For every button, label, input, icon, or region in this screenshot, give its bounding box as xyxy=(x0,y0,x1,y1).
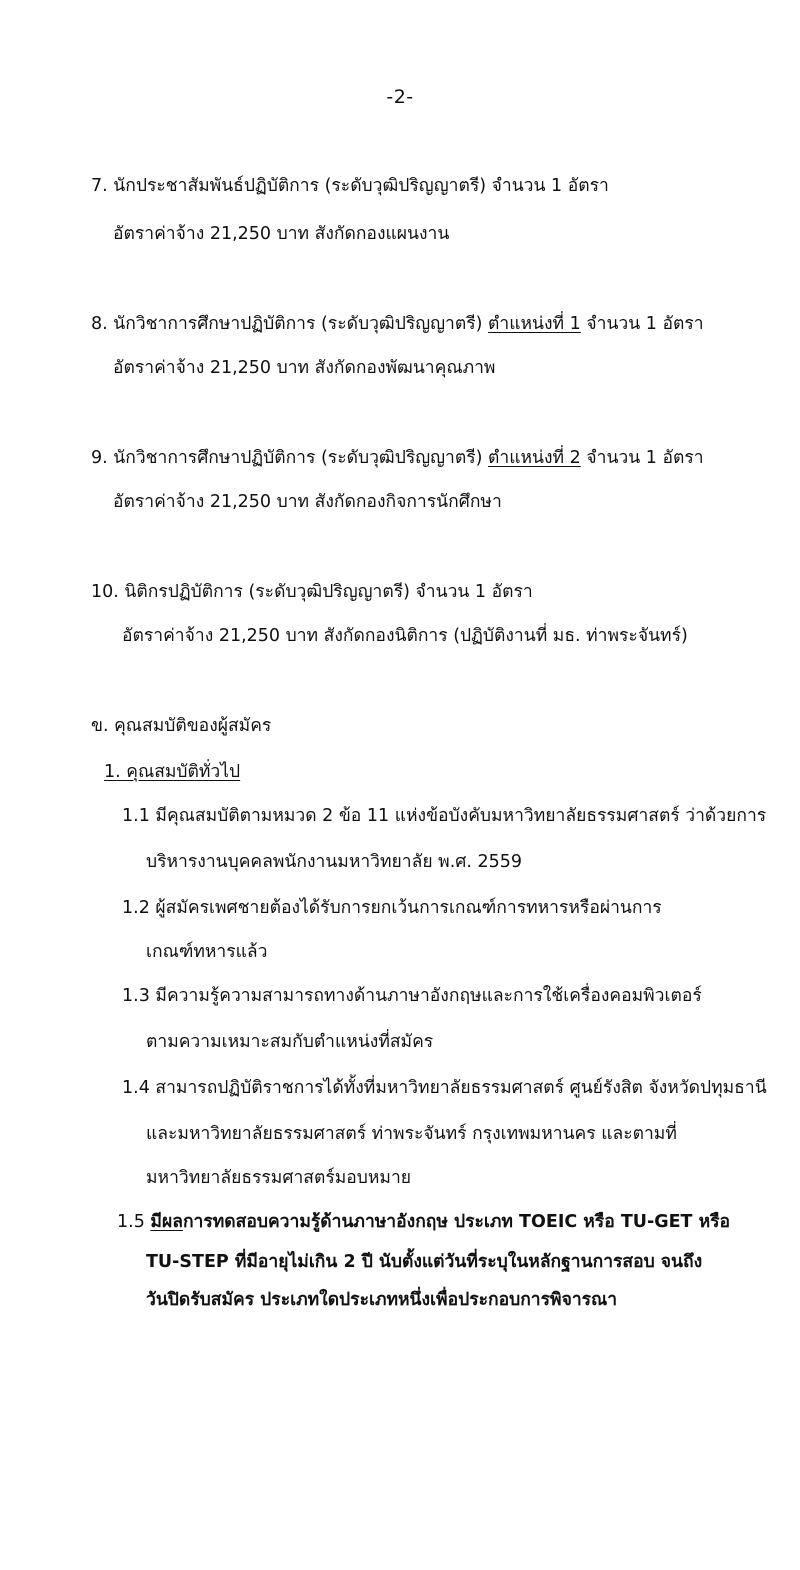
position-7-detail: อัตราค่าจ้าง 21,250 บาท สังกัดกองแผนงาน xyxy=(113,224,450,244)
item-number: 1.2 xyxy=(122,898,150,918)
item-number: 1.3 xyxy=(122,986,150,1006)
position-quota: จำนวน 1 อัตรา xyxy=(586,448,704,468)
position-10-detail: อัตราค่าจ้าง 21,250 บาท สังกัดกองนิติการ (ปฏิบัติงานที่ มธ. ท่าพระจันทร์) xyxy=(122,626,688,646)
position-8-header xyxy=(91,312,704,336)
item-text-continued: เกณฑ์ทหารแล้ว xyxy=(146,942,268,962)
item-number: 1.5 xyxy=(117,1212,145,1232)
item-text: สามารถปฏิบัติราชการได้ทั้งที่มหาวิทยาลัยธรรมศาสตร์ ศูนย์รังสิต จังหวัดปทุมธานี xyxy=(155,1078,767,1098)
qualification-item-1-3 xyxy=(122,984,702,1008)
position-number: 9. xyxy=(91,448,108,468)
qualifications-subheading: 1. คุณสมบัติทั่วไป xyxy=(104,762,241,782)
position-title: นักวิชาการศึกษาปฏิบัติการ (ระดับวุฒิปริญญาตรี) xyxy=(113,448,483,468)
position-number: 7. xyxy=(91,176,108,196)
position-10-header xyxy=(91,580,533,604)
qualification-item-1-5 xyxy=(117,1210,730,1234)
position-9-detail: อัตราค่าจ้าง 21,250 บาท สังกัดกองกิจการนักศึกษา xyxy=(113,492,502,512)
position-quota: จำนวน 1 อัตรา xyxy=(491,176,609,196)
position-9-header xyxy=(91,446,704,470)
position-number: 8. xyxy=(91,314,108,334)
position-quota: จำนวน 1 อัตรา xyxy=(415,582,533,602)
item-number: 1.1 xyxy=(122,806,150,826)
qualification-item-1-2 xyxy=(122,896,662,920)
item-text-continued: มหาวิทยาลัยธรรมศาสตร์มอบหมาย xyxy=(146,1168,412,1188)
position-title: นักประชาสัมพันธ์ปฏิบัติการ (ระดับวุฒิปริญญาตรี) xyxy=(113,176,487,196)
qualification-item-1-4 xyxy=(122,1076,767,1100)
item-text: มีคุณสมบัติตามหมวด 2 ข้อ 11 แห่งข้อบังคับมหาวิทยาลัยธรรมศาสตร์ ว่าด้วยการ xyxy=(155,806,767,826)
position-note: ตำแหน่งที่ 1 xyxy=(488,314,581,334)
position-quota: จำนวน 1 อัตรา xyxy=(586,314,704,334)
page-number: -2- xyxy=(386,86,414,108)
item-text-continued: TU-STEP ที่มีอายุไม่เกิน 2 ปี นับตั้งแต่วันที่ระบุในหลักฐานการสอบ จนถึง xyxy=(146,1252,703,1272)
item-text-continued: ตามความเหมาะสมกับตำแหน่งที่สมัคร xyxy=(146,1032,434,1052)
position-8-detail: อัตราค่าจ้าง 21,250 บาท สังกัดกองพัฒนาคุณภาพ xyxy=(113,358,496,378)
item-number: 1.4 xyxy=(122,1078,150,1098)
item-emphasis: มีผล xyxy=(150,1212,183,1232)
qualification-item-1-1 xyxy=(122,804,766,828)
item-text-continued: วันปิดรับสมัคร ประเภทใดประเภทหนึ่งเพื่อประกอบการพิจารณา xyxy=(146,1290,618,1310)
position-7-header xyxy=(91,174,609,198)
item-text-continued: บริหารงานบุคคลพนักงานมหาวิทยาลัย พ.ศ. 2559 xyxy=(146,852,523,872)
position-number: 10. xyxy=(91,582,119,602)
item-text: มีความรู้ความสามารถทางด้านภาษาอังกฤษและการใช้เครื่องคอมพิวเตอร์ xyxy=(155,986,702,1006)
item-text: ผู้สมัครเพศชายต้องได้รับการยกเว้นการเกณฑ์การทหารหรือผ่านการ xyxy=(155,898,662,918)
item-text: การทดสอบความรู้ด้านภาษาอังกฤษ ประเภท TOEIC หรือ TU-GET หรือ xyxy=(182,1212,731,1232)
qualifications-heading: ข. คุณสมบัติของผู้สมัคร xyxy=(91,716,272,736)
item-text-continued: และมหาวิทยาลัยธรรมศาสตร์ ท่าพระจันทร์ กรุงเทพมหานคร และตามที่ xyxy=(146,1124,677,1144)
position-note: ตำแหน่งที่ 2 xyxy=(488,448,581,468)
position-title: นิติกรปฏิบัติการ (ระดับวุฒิปริญญาตรี) xyxy=(124,582,410,602)
position-title: นักวิชาการศึกษาปฏิบัติการ (ระดับวุฒิปริญญาตรี) xyxy=(113,314,483,334)
